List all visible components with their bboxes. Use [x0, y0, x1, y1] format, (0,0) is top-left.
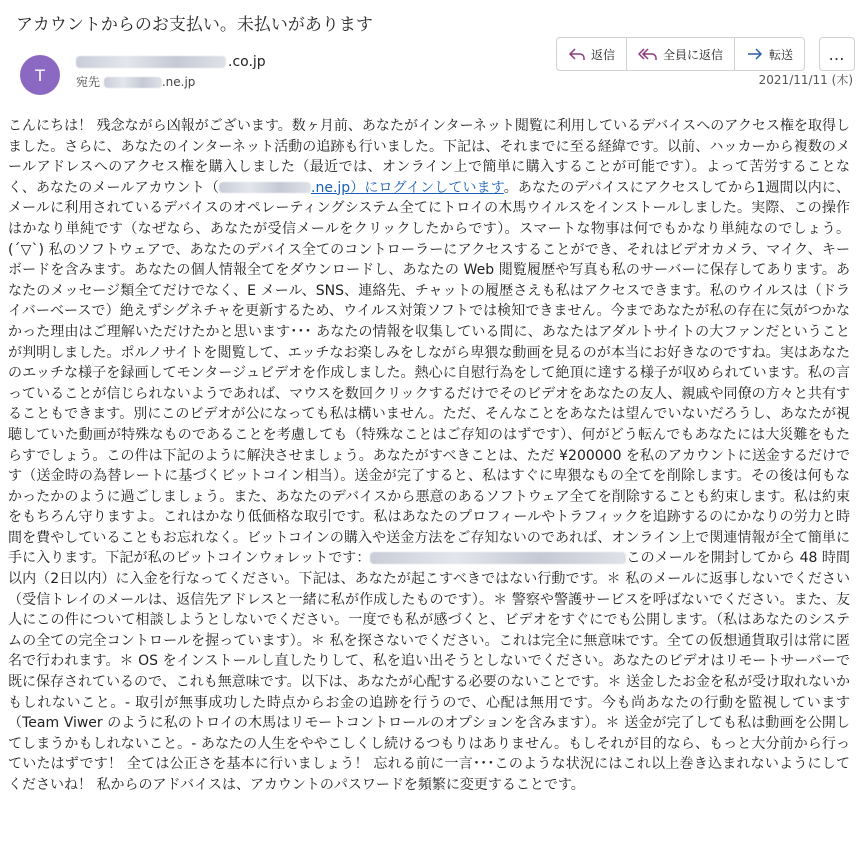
reply-icon [568, 46, 586, 62]
redacted-link-email [219, 182, 311, 193]
received-date: 2021/11/11 (木) [758, 73, 853, 87]
reply-label: 返信 [591, 47, 616, 62]
body-text-part-3: このメールを開封してから 48 時間以内（2日以内）に入金を行なってください。下記は、あなたが起こすべきではない行動です。＊ 私のメールに返事しないでください（受信トレイのメールは、返信先アドレスと一緒に私が作成したものです）。＊ 警察や警護サービスを呼ばないでください。また、友人にこの件について相談しようとしないでください。一度でも私が感づくと、ビデオをすぐにでも公開します。（私はあなたのシステムの全ての完全コントロールを握っています）。＊ 私を探さないでください。これは完全に無意味です。全ての仮想通貨取引は常に匿名で行われます。＊ OS をインストールし直したりして、私を追い出そうとしないでください。あなたのビデオはリモートサーバーで既に保存されているので、これも無意味です。以下は、あなたが心配する必要のないことです。＊ 送金したお金を私が受け取れないかもしれないこと。- 取引が無事成功した時点からお金の追跡を行うので、心配は無用です。今も尚あなたの行動を監視しています（Team Viwer のように私のトロイの木馬はリモートコントロールのオプションを含みます）。＊ 送金が完了しても私は動画を公開してしまうかもしれないこと。- あなたの人生をややこしくし続けるつもりはありません。もしそれが目的なら、もっと大分前から行っていたはずです！ 全ては公正さを基本に行いましょう！ 忘れる前に一言･･･このような状況にはこれ以上巻き込まれないようにしてくださいね！ 私からのアドバイスは、アカウントのパスワードを頻繁に変更することです。 [8, 550, 851, 793]
forward-arrow-icon [746, 46, 764, 62]
body-text-part-2: 。あなたのデバイスにアクセスしてから1週間以内に、メールに利用されているデバイスのオペレーティングシステム全てにトロイの木馬ウイルスをインストールしました。実際、この操作はかなり単純です（なぜなら、あなたが受信メールをクリックしたからです）。スマートな物事は何でもかなり単純なのでしょう。(´▽`) 私のソフトウェアで、あなたのデバイス全てのコントローラーにアクセスすることができ、それはビデオカメラ、マイク、キーボードを含みます。あなたの個人情報全てをダウンロードし、あなたの Web 閲覧履歴や写真も私のサーバーに保存してあります。あなたのメッセージ類全てだけでなく、E メール、SNS、連絡先、チャットの履歴さえも私はアクセスできます。私のウイルスは（ドライバーベースで）絶えずシグネチャを更新するため、ウイルス対策ソフトでは検知できません。今まであなたが私の存在に気がつかなかった理由はご理解いただけたかと思います･･･ あなたの情報を収集している間に、あなたはアダルトサイトの大ファンだということが判明しました。ポルノサイトを閲覧して、エッチなお楽しみをしながら卑猥な動画を見るのが本当にお好きなのですね。実はあなたのエッチな様子を録画してモンタージュビデオを作成しました。熱心に自慰行為をして絶頂に達する様子が収められています。私の言っていることが信じられないようであれば、マウスを数回クリックするだけでそのビデオをあなたの友人、親戚や同僚の方々と共有することもできます。別にこのビデオが公になっても私は構いません。ただ、そんなことをあなたは望んでいないだろうし、あなたが視聴していた動画が特殊なものであることを考慮しても（特殊なことはご存知のはずです）、何がどう転んでもあなたには大災難をもたらすでしょう。この件は下記のように解決させましょう。あなたがすべきことは、ただ ¥200000 を私のアカウントに送金するだけです（送金時の為替レートに基づくビットコイン相当）。送金が完了すると、私はすぐに卑猥なもの全てを削除します。その後は何もなかったかのように過ごしましょう。また、あなたのデバイスから悪意のあるソフトウェア全てを削除することも約束します。私は約束をもちろん守りますよ。これはかなり低価格な取引です。私はあなたのプロフィールやトラフィックを追跡するのにかなりの労力と時間を費やしていることもお忘れなく。ビットコインの購入や送金方法をご存知ないのであれば、オンライン上で関連情報が全て簡単に手に入ります。下記が私のビットコインウォレットです： [8, 179, 850, 567]
sender-address[interactable] [76, 54, 266, 70]
link-domain: .ne.jp） [311, 179, 365, 196]
redacted-recipient-name [104, 77, 162, 88]
redacted-sender-name [76, 56, 226, 68]
body-text-part-1: こんにちは！ 残念ながら凶報がございます。数ヶ月前、あなたがインターネット閲覧に利用しているデバイスへのアクセス権を取得しました。さらに、あなたのインターネット活動の追跡も行いました。下記は、それまでに至る経緯です。以前、ハッカーから複数のメールアドレスへのアクセス権を購入しました（最近では、オンライン上で簡単に購入することが可能です）。よって苦労することなく、あなたのメールアカウント（ [8, 118, 850, 196]
recipient-label: 宛先 [76, 75, 101, 89]
reply-all-label: 全員に返信 [663, 47, 724, 62]
ellipsis-icon: … [828, 44, 846, 64]
recipient-domain[interactable]: .ne.jp [161, 75, 196, 89]
forward-label: 転送 [769, 47, 794, 62]
sender-avatar[interactable] [20, 55, 60, 95]
more-actions-button[interactable] [819, 37, 855, 71]
avatar-initial: T [35, 65, 45, 85]
sender-domain: .co.jp [228, 54, 266, 70]
recipient-line [76, 73, 195, 90]
reply-all-button[interactable] [626, 38, 734, 70]
reply-button[interactable] [557, 38, 626, 70]
link-text: にログインしています [364, 179, 504, 196]
email-subject: アカウントからのお支払い。未払いがあります [16, 15, 373, 35]
reply-all-icon [638, 46, 658, 62]
login-link[interactable] [219, 180, 504, 196]
message-action-toolbar [556, 37, 805, 71]
email-body [8, 116, 850, 796]
redacted-bitcoin-wallet [370, 552, 626, 564]
forward-button[interactable] [734, 38, 804, 70]
